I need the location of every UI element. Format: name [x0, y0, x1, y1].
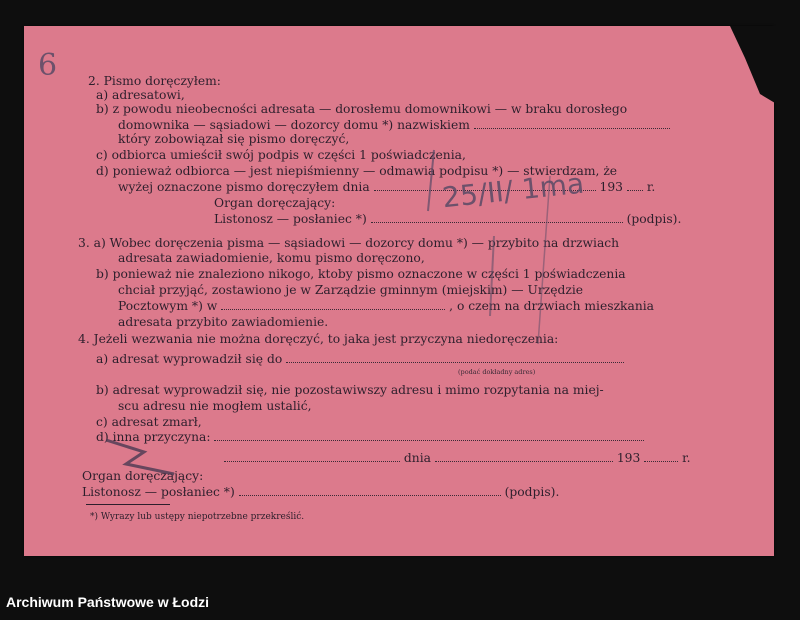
section-4-postman: Listonosz — posłaniec *) [82, 485, 235, 499]
section-2-year-suffix: r. [646, 180, 656, 194]
handwritten-date: 25/II/ 1ma [440, 166, 586, 215]
section-4-podpis: (podpis). [504, 485, 560, 499]
handwritten-number: 6 [38, 48, 58, 83]
section-2-postman: Listonosz — posłaniec *) [214, 212, 367, 226]
delivery-form [24, 26, 774, 556]
section-4-d-text: d) inna przyczyna: [96, 430, 211, 444]
section-2-year: 193 [599, 180, 624, 194]
section-3-a-line1: 3. a) Wobec doręczenia pisma — sąsiadowi — dozorcy domu *) — przybito na drzwiach [78, 236, 620, 250]
section-2-podpis: (podpis). [626, 212, 682, 226]
pencil-scribble [106, 440, 174, 474]
section-3-b-post-office: Pocztowym *) w [118, 299, 218, 313]
section-3-b-line1: b) ponieważ nie znaleziono nikogo, ktoby pismo oznaczone w części 1 poświadczenia [96, 267, 626, 281]
pencil-stroke [428, 150, 434, 211]
section-2-title: 2. Pismo doręczyłem: [88, 74, 221, 88]
pencil-marks [24, 26, 774, 556]
section-4-a-text: a) adresat wyprowadził się do [96, 352, 283, 366]
section-4-b-line2: scu adresu nie mogłem ustalić, [118, 399, 312, 413]
section-2-a: a) adresatowi, [96, 88, 185, 102]
section-2-d-text: wyżej oznaczone pismo doręczyłem dnia [118, 180, 370, 194]
archive-label: Archiwum Państwowe w Łodzi [6, 594, 210, 610]
document-card [24, 26, 774, 556]
section-4-year: 193 [616, 451, 641, 465]
section-3-b-line4: adresata przybito zawiadomienie. [118, 315, 329, 329]
section-2-c: c) odbiorca umieścił swój podpis w części 1 poświadczenia, [96, 148, 466, 162]
footnote: *) Wyrazy lub ustępy niepotrzebne przekreślić. [90, 512, 305, 522]
pencil-stroke [490, 236, 494, 316]
section-2-organ: Organ doręczający: [214, 196, 336, 210]
section-4-organ: Organ doręczający: [82, 469, 204, 483]
section-2-b-text: domownika — sąsiadowi — dozorcy domu *) nazwiskiem [118, 118, 470, 132]
section-3-b-line2: chciał przyjąć, zostawiono je w Zarządzie gminnym (miejskim) — Urzędzie [118, 283, 584, 297]
address-hint: (podać dokładny adres) [458, 368, 536, 376]
section-4-title: 4. Jeżeli wezwania nie można doręczyć, to jaka jest przyczyna niedoręczenia: [78, 332, 559, 346]
section-4-dnia: dnia [403, 451, 431, 465]
section-2-b-line1: b) z powodu nieobecności adresata — dorosłemu domownikowi — w braku dorosłego [96, 102, 628, 116]
section-2-b-line3: który zobowiązał się pismo doręczyć, [118, 132, 350, 146]
section-3-a-line2: adresata zawiadomienie, komu pismo doręczono, [118, 251, 425, 265]
section-4-year-suffix: r. [682, 451, 691, 465]
section-2-d-line1: d) ponieważ odbiorca — jest niepiśmienny — odmawia podpisu *) — stwierdzam, że [96, 164, 618, 178]
section-4-c: c) adresat zmarł, [96, 415, 202, 429]
section-3-b-door: , o czem na drzwiach mieszkania [449, 299, 655, 313]
archive-footer [0, 580, 800, 620]
section-4-b-line1: b) adresat wyprowadził się, nie pozostawiwszy adresu i mimo rozpytania na miej- [96, 383, 604, 397]
